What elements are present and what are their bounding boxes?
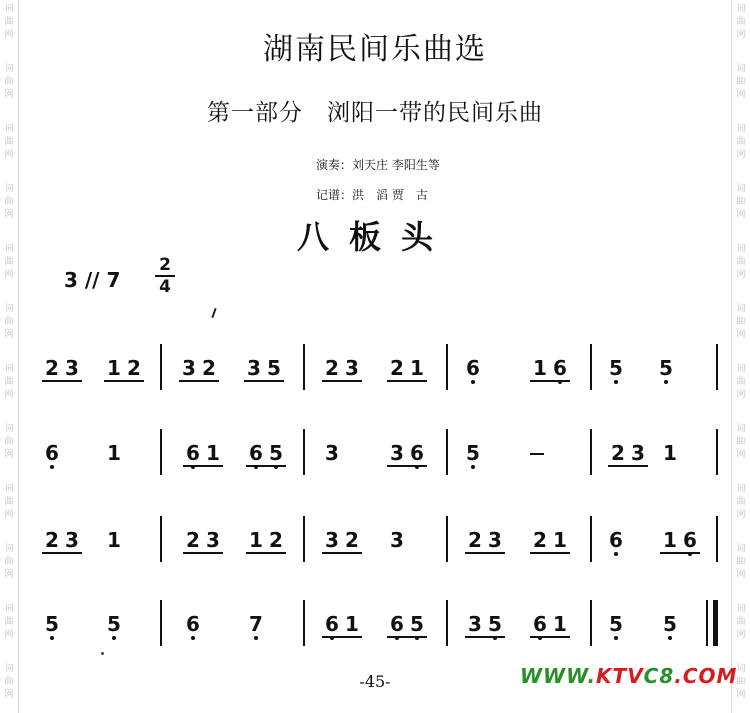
- watermark-glyph: 网: [4, 330, 14, 340]
- watermark-glyph: 网: [736, 450, 746, 460]
- score-note: 3: [488, 528, 502, 552]
- watermark-glyph: 网: [4, 30, 14, 40]
- performer-credit: 演奏：刘天庄 李阳生等: [316, 158, 440, 172]
- score-note: 5: [104, 612, 124, 636]
- score-beam: [183, 465, 223, 467]
- score-note: 1: [107, 441, 121, 465]
- watermark-glyph: 网: [4, 450, 14, 460]
- score-note: 5: [407, 612, 427, 636]
- octave-dot: [614, 552, 618, 556]
- score-note: 6: [550, 356, 570, 380]
- watermark-glyph: 词: [736, 184, 746, 194]
- watermark-glyph: 曲: [4, 197, 14, 207]
- score-note: 7: [246, 612, 266, 636]
- watermark-glyph: 网: [4, 270, 14, 280]
- watermark-glyph: 曲: [736, 617, 746, 627]
- score-beam: [322, 552, 362, 554]
- watermark-glyph: 网: [736, 30, 746, 40]
- score-note: 6: [606, 528, 626, 552]
- score-beam: [465, 552, 505, 554]
- watermark-glyph: 网: [4, 630, 14, 640]
- watermark-glyph: 网: [4, 510, 14, 520]
- score-beam: [322, 636, 362, 638]
- octave-dot: [668, 636, 672, 640]
- score-note: 1: [107, 356, 121, 380]
- watermark-glyph: 曲: [4, 677, 14, 687]
- score-note: 1: [663, 441, 677, 465]
- score-beam: [387, 636, 427, 638]
- score-beam: [530, 380, 570, 382]
- score-note: 2: [390, 356, 404, 380]
- watermark-glyph: 曲: [736, 317, 746, 327]
- score-beam: [179, 380, 219, 382]
- bar-line: [303, 344, 305, 390]
- score-row: [0, 612, 750, 662]
- breath-mark: [211, 308, 216, 318]
- score-beam: [465, 636, 505, 638]
- score-note: 3: [345, 356, 359, 380]
- score-beam: [42, 380, 82, 382]
- watermark-glyph: 曲: [736, 17, 746, 27]
- site-watermark: [520, 664, 737, 688]
- watermark-glyph: 曲: [4, 257, 14, 267]
- octave-dot: [191, 636, 195, 640]
- bar-line: [716, 516, 718, 562]
- watermark-glyph: 网: [736, 510, 746, 520]
- watermark-glyph: 网: [736, 270, 746, 280]
- watermark-glyph: 曲: [4, 77, 14, 87]
- score-note: 1: [553, 612, 567, 636]
- score-beam: [244, 380, 284, 382]
- watermark-glyph: 词: [736, 304, 746, 314]
- bar-line: [446, 344, 448, 390]
- score-note: 2: [269, 528, 283, 552]
- score-note: 3: [390, 441, 404, 465]
- score-note: 5: [656, 356, 676, 380]
- score-note: 3: [390, 528, 404, 552]
- site-com: .COM: [674, 664, 738, 688]
- score-note: 5: [485, 612, 505, 636]
- watermark-glyph: 词: [4, 244, 14, 254]
- score-note: 6: [246, 441, 266, 465]
- time-signature-bottom: 4: [155, 275, 175, 297]
- score-note: 2: [127, 356, 141, 380]
- watermark-glyph: 曲: [736, 137, 746, 147]
- book-title: 湖南民间乐曲选: [263, 32, 487, 67]
- bar-line: [590, 516, 592, 562]
- score-note: 2: [202, 356, 216, 380]
- score-note: 1: [553, 528, 567, 552]
- score-note: 5: [42, 612, 62, 636]
- score-note: 6: [680, 528, 700, 552]
- score-note: 2: [45, 528, 59, 552]
- score-beam: [42, 552, 82, 554]
- score-note: 3: [65, 356, 79, 380]
- octave-dot: [614, 636, 618, 640]
- watermark-glyph: 网: [4, 150, 14, 160]
- watermark-glyph: 词: [736, 604, 746, 614]
- score-note: 5: [266, 441, 286, 465]
- time-signature: [155, 255, 175, 297]
- watermark-glyph: 曲: [736, 437, 746, 447]
- score-note: 6: [183, 441, 203, 465]
- time-signature-top: 2: [159, 255, 171, 275]
- watermark-glyph: 网: [736, 90, 746, 100]
- score-note: 5: [267, 356, 281, 380]
- octave-dot: [664, 380, 668, 384]
- watermark-glyph: 曲: [4, 137, 14, 147]
- score-note: 3: [182, 356, 196, 380]
- score-beam: [183, 552, 223, 554]
- watermark-glyph: 曲: [736, 197, 746, 207]
- watermark-glyph: 曲: [736, 377, 746, 387]
- bar-line: [590, 600, 592, 646]
- watermark-glyph: 网: [4, 690, 14, 700]
- score-beam: [246, 465, 286, 467]
- score-note: 3: [468, 612, 482, 636]
- bar-line: [590, 344, 592, 390]
- score-note: 6: [183, 612, 203, 636]
- score-beam: [660, 552, 700, 554]
- stray-dot: [101, 652, 104, 655]
- score-beam: [104, 380, 144, 382]
- score-note: 5: [660, 612, 680, 636]
- sustain-dash: [530, 453, 544, 455]
- octave-dot: [254, 636, 258, 640]
- bar-line: [706, 600, 708, 646]
- score-note: 3: [325, 528, 339, 552]
- site-ktv: KTV: [596, 664, 644, 688]
- watermark-glyph: 词: [736, 244, 746, 254]
- score-row: [0, 441, 750, 491]
- score-note: 2: [345, 528, 359, 552]
- section-subtitle: 第一部分 浏阳一带的民间乐曲: [207, 100, 543, 126]
- score-row: [0, 528, 750, 578]
- watermark-glyph: 网: [736, 330, 746, 340]
- watermark-glyph: 网: [736, 210, 746, 220]
- octave-dot: [50, 636, 54, 640]
- watermark-glyph: 网: [736, 390, 746, 400]
- score-note: 2: [611, 441, 625, 465]
- page-number: -45-: [359, 672, 391, 691]
- watermark-glyph: 词: [4, 124, 14, 134]
- watermark-glyph: 词: [4, 544, 14, 554]
- score-beam: [387, 465, 427, 467]
- watermark-glyph: 曲: [4, 377, 14, 387]
- score-note: 3: [247, 356, 261, 380]
- score-note: 6: [530, 612, 550, 636]
- octave-dot: [112, 636, 116, 640]
- bar-line: [160, 344, 162, 390]
- score-note: 2: [45, 356, 59, 380]
- watermark-glyph: 词: [4, 304, 14, 314]
- bar-line: [713, 600, 718, 646]
- score-note: 1: [249, 528, 263, 552]
- watermark-glyph: 曲: [4, 17, 14, 27]
- score-note: 2: [468, 528, 482, 552]
- watermark-glyph: 网: [4, 90, 14, 100]
- watermark-glyph: 词: [4, 4, 14, 14]
- bar-line: [446, 600, 448, 646]
- score-note: 6: [463, 356, 483, 380]
- score-note: 6: [322, 612, 342, 636]
- score-beam: [608, 465, 648, 467]
- watermark-glyph: 曲: [4, 617, 14, 627]
- bar-line: [716, 344, 718, 390]
- watermark-glyph: 词: [736, 364, 746, 374]
- watermark-glyph: 词: [736, 484, 746, 494]
- watermark-glyph: 词: [736, 664, 746, 674]
- bar-line: [303, 429, 305, 475]
- score-note: 6: [407, 441, 427, 465]
- watermark-glyph: 曲: [736, 77, 746, 87]
- watermark-glyph: 词: [736, 544, 746, 554]
- score-note: 5: [463, 441, 483, 465]
- watermark-glyph: 曲: [736, 557, 746, 567]
- site-c8: C8: [643, 664, 675, 688]
- score-note: 1: [345, 612, 359, 636]
- watermark-glyph: 曲: [736, 677, 746, 687]
- watermark-glyph: 网: [736, 690, 746, 700]
- score-note: 1: [410, 356, 424, 380]
- watermark-glyph: 曲: [4, 317, 14, 327]
- watermark-glyph: 曲: [4, 557, 14, 567]
- watermark-glyph: 网: [736, 150, 746, 160]
- watermark-glyph: 词: [4, 364, 14, 374]
- octave-dot: [614, 380, 618, 384]
- watermark-glyph: 词: [736, 124, 746, 134]
- bar-line: [303, 600, 305, 646]
- bar-line: [303, 516, 305, 562]
- site-www: WWW.: [520, 664, 597, 688]
- watermark-glyph: 曲: [4, 497, 14, 507]
- watermark-glyph: 词: [4, 64, 14, 74]
- watermark-glyph: 网: [736, 570, 746, 580]
- octave-dot: [471, 380, 475, 384]
- watermark-glyph: 曲: [736, 257, 746, 267]
- watermark-glyph: 词: [736, 64, 746, 74]
- watermark-glyph: 词: [736, 424, 746, 434]
- piece-title: 八板头: [296, 218, 453, 256]
- score-note: 3: [325, 441, 339, 465]
- bar-line: [160, 429, 162, 475]
- watermark-glyph: 网: [4, 570, 14, 580]
- octave-dot: [471, 465, 475, 469]
- bar-line: [716, 429, 718, 475]
- watermark-glyph: 词: [4, 664, 14, 674]
- watermark-glyph: 词: [4, 604, 14, 614]
- bar-line: [446, 516, 448, 562]
- score-note: 1: [663, 528, 677, 552]
- score-note: 5: [606, 356, 626, 380]
- score-beam: [530, 552, 570, 554]
- score-note: 6: [387, 612, 407, 636]
- score-row: [0, 356, 750, 406]
- score-note: 1: [533, 356, 547, 380]
- octave-dot: [50, 465, 54, 469]
- score-note: 3: [206, 528, 220, 552]
- key-signature: 3 // 7: [64, 268, 121, 292]
- score-note: 6: [42, 441, 62, 465]
- score-beam: [530, 636, 570, 638]
- score-beam: [322, 380, 362, 382]
- watermark-glyph: 网: [4, 390, 14, 400]
- score-note: 1: [107, 528, 121, 552]
- bar-line: [446, 429, 448, 475]
- watermark-glyph: 网: [4, 210, 14, 220]
- watermark-glyph: 网: [736, 630, 746, 640]
- watermark-glyph: 词: [736, 4, 746, 14]
- score-note: 1: [206, 441, 220, 465]
- score-note: 2: [325, 356, 339, 380]
- watermark-glyph: 曲: [736, 497, 746, 507]
- watermark-glyph: 词: [4, 484, 14, 494]
- watermark-glyph: 词: [4, 184, 14, 194]
- watermark-glyph: 曲: [4, 437, 14, 447]
- bar-line: [160, 600, 162, 646]
- score-beam: [246, 552, 286, 554]
- score-note: 2: [533, 528, 547, 552]
- score-note: 3: [631, 441, 645, 465]
- score-note: 2: [186, 528, 200, 552]
- score-note: 3: [65, 528, 79, 552]
- watermark-glyph: 词: [4, 424, 14, 434]
- score-beam: [387, 380, 427, 382]
- bar-line: [590, 429, 592, 475]
- transcriber-credit: 记谱：洪 滔 贾 古: [316, 188, 428, 202]
- bar-line: [160, 516, 162, 562]
- score-note: 5: [606, 612, 626, 636]
